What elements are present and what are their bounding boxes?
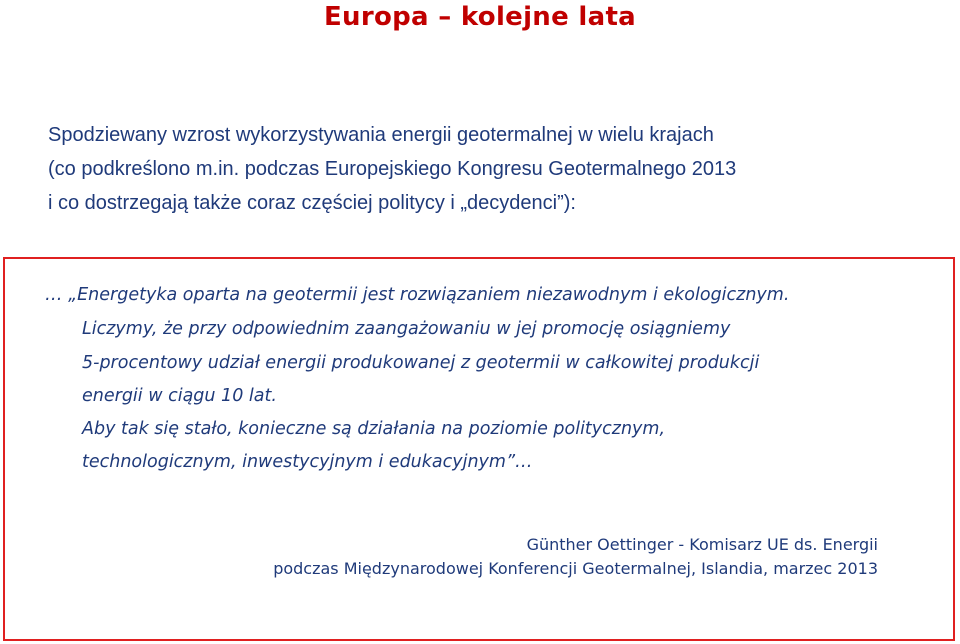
attribution-author: Günther Oettinger - Komisarz UE ds. Energii [526, 535, 878, 554]
quote-line: energii w ciągu 10 lat. [82, 386, 277, 406]
quote-line: 5-procentowy udział energii produkowanej z geotermii w całkowitej produkcji [82, 353, 760, 373]
quote-line: technologicznym, inwestycyjnym i edukacyjnym”… [82, 452, 533, 472]
quote-line: … „Energetyka oparta na geotermii jest rozwiązaniem niezawodnym i ekologicznym. [45, 285, 790, 305]
quote-line: Liczymy, że przy odpowiednim zaangażowaniu w jej promocję osiągniemy [82, 319, 731, 339]
intro-paragraph [48, 118, 928, 220]
slide-title: Europa – kolejne lata [323, 2, 637, 32]
quote-box [3, 257, 955, 641]
quote-line: Aby tak się stało, konieczne są działania na poziomie politycznym, [82, 419, 666, 439]
intro-line: i co dostrzegają także coraz częściej politycy i „decydenci”): [48, 192, 576, 214]
intro-line: Spodziewany wzrost wykorzystywania energii geotermalnej w wielu krajach [48, 124, 714, 146]
intro-line: (co podkreślono m.in. podczas Europejskiego Kongresu Geotermalnego 2013 [48, 158, 737, 180]
attribution-event: podczas Międzynarodowej Konferencji Geotermalnej, Islandia, marzec 2013 [273, 559, 878, 578]
